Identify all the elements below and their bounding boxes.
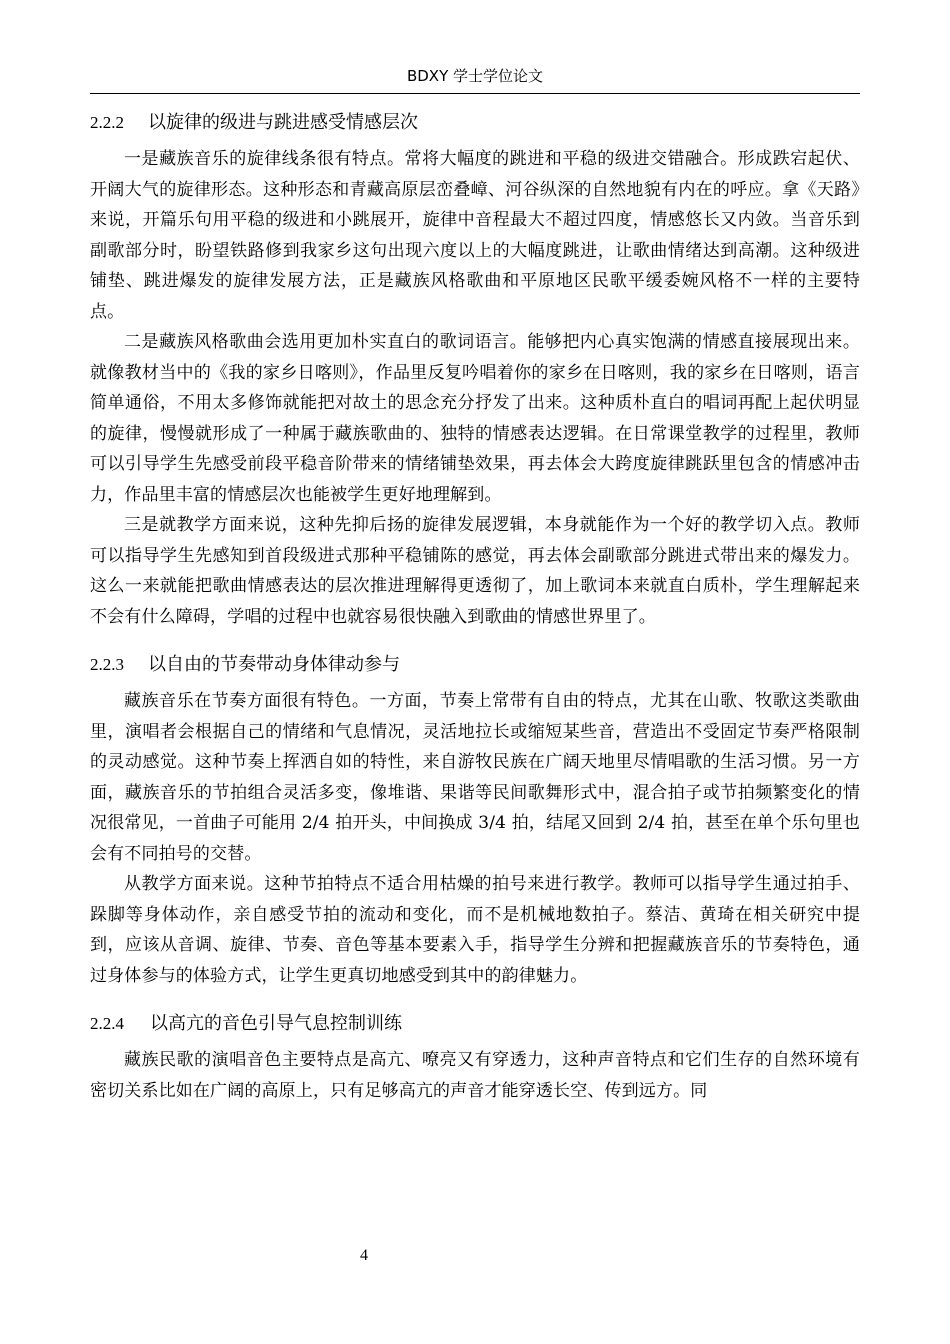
section-number: 2.2.4	[90, 1014, 124, 1033]
section-title: 以高亢的音色引导气息控制训练	[150, 1013, 402, 1034]
section-title: 以自由的节奏带动身体律动参与	[148, 654, 400, 675]
section-title: 以旋律的级进与跳进感受情感层次	[148, 112, 418, 133]
running-header: BDXY 学士学位论文	[406, 67, 544, 85]
paragraph: 从教学方面来说。这种节拍特点不适合用枯燥的拍号来进行教学。教师可以指导学生通过拍手、跺脚等身体动作，亲自感受节拍的流动和变化，而不是机械地数拍子。蔡洁、黄琦在相关研究中提到，应该从音调、旋律、节奏、音色等基本要素入手，指导学生分辨和把握藏族音乐的节奏特色，通过身体参与的体验方式，让学生更真切地感受到其中的韵律魅力。	[90, 874, 860, 986]
section-heading-2-2-4	[90, 1011, 860, 1037]
page-body	[90, 110, 860, 1106]
paragraph: 藏族音乐在节奏方面很有特色。一方面，节奏上常带有自由的特点，尤其在山歌、牧歌这类歌曲里，演唱者会根据自己的情绪和气息情况，灵活地拉长或缩短某些音，营造出不受固定节奏严格限制的灵动感觉。这种节奏上挥洒自如的特性，来自游牧民族在广阔天地里尽情唱歌的生活习惯。另一方面，藏族音乐的节拍组合灵活多变，像堆谐、果谐等民间歌舞形式中，混合拍子或节拍频繁变化的情况很常见，一首曲子可能用 2/4 拍开头，中间换成 3/4 拍，结尾又回到 2/4 拍，甚至在单个乐句里也会有不同拍号的交替。	[90, 691, 860, 864]
section-heading-2-2-2	[90, 110, 860, 136]
section-gap	[90, 632, 860, 652]
paragraph: 一是藏族音乐的旋律线条很有特点。常将大幅度的跳进和平稳的级进交错融合。形成跌宕起伏、开阔大气的旋律形态。这种形态和青藏高原层峦叠嶂、河谷纵深的自然地貌有内在的呼应。拿《天路》来说，开篇乐句用平稳的级进和小跳展开，旋律中音程最大不超过四度，情感悠长又内敛。当音乐到副歌部分时，盼望铁路修到我家乡这句出现六度以上的大幅度跳进，让歌曲情绪达到高潮。这种级进铺垫、跳进爆发的旋律发展方法，正是藏族风格歌曲和平原地区民歌平缓委婉风格不一样的主要特点。	[90, 149, 860, 322]
section-heading-2-2-3	[90, 652, 860, 678]
section-number: 2.2.2	[90, 113, 124, 132]
section-number: 2.2.3	[90, 655, 124, 674]
section-gap	[90, 991, 860, 1011]
header-rule	[90, 93, 860, 94]
page-number: 4	[360, 1247, 368, 1264]
paragraph: 二是藏族风格歌曲会选用更加朴实直白的歌词语言。能够把内心真实饱满的情感直接展现出来。就像教材当中的《我的家乡日喀则》，作品里反复吟唱着你的家乡在日喀则，我的家乡在日喀则，语言简单通俗，不用太多修饰就能把对故土的思念充分抒发了出来。这种质朴直白的唱词再配上起伏明显的旋律，慢慢就形成了一种属于藏族歌曲的、独特的情感表达逻辑。在日常课堂教学的过程里，教师可以引导学生先感受前段平稳音阶带来的情绪铺垫效果，再去体会大跨度旋律跳跃里包含的情感冲击力，作品里丰富的情感层次也能被学生更好地理解到。	[90, 332, 860, 505]
paragraph: 藏族民歌的演唱音色主要特点是高亢、嘹亮又有穿透力，这种声音特点和它们生存的自然环境有密切关系比如在广阔的高原上，只有足够高亢的声音才能穿透长空、传到远方。同	[90, 1050, 860, 1101]
paragraph: 三是就教学方面来说，这种先抑后扬的旋律发展逻辑，本身就能作为一个好的教学切入点。教师可以指导学生先感知到首段级进式那种平稳铺陈的感觉，再去体会副歌部分跳进式带出来的爆发力。这么一来就能把歌曲情感表达的层次推进理解得更透彻了，加上歌词本来就直白质朴，学生理解起来不会有什么障碍，学唱的过程中也就容易很快融入到歌曲的情感世界里了。	[90, 515, 860, 627]
